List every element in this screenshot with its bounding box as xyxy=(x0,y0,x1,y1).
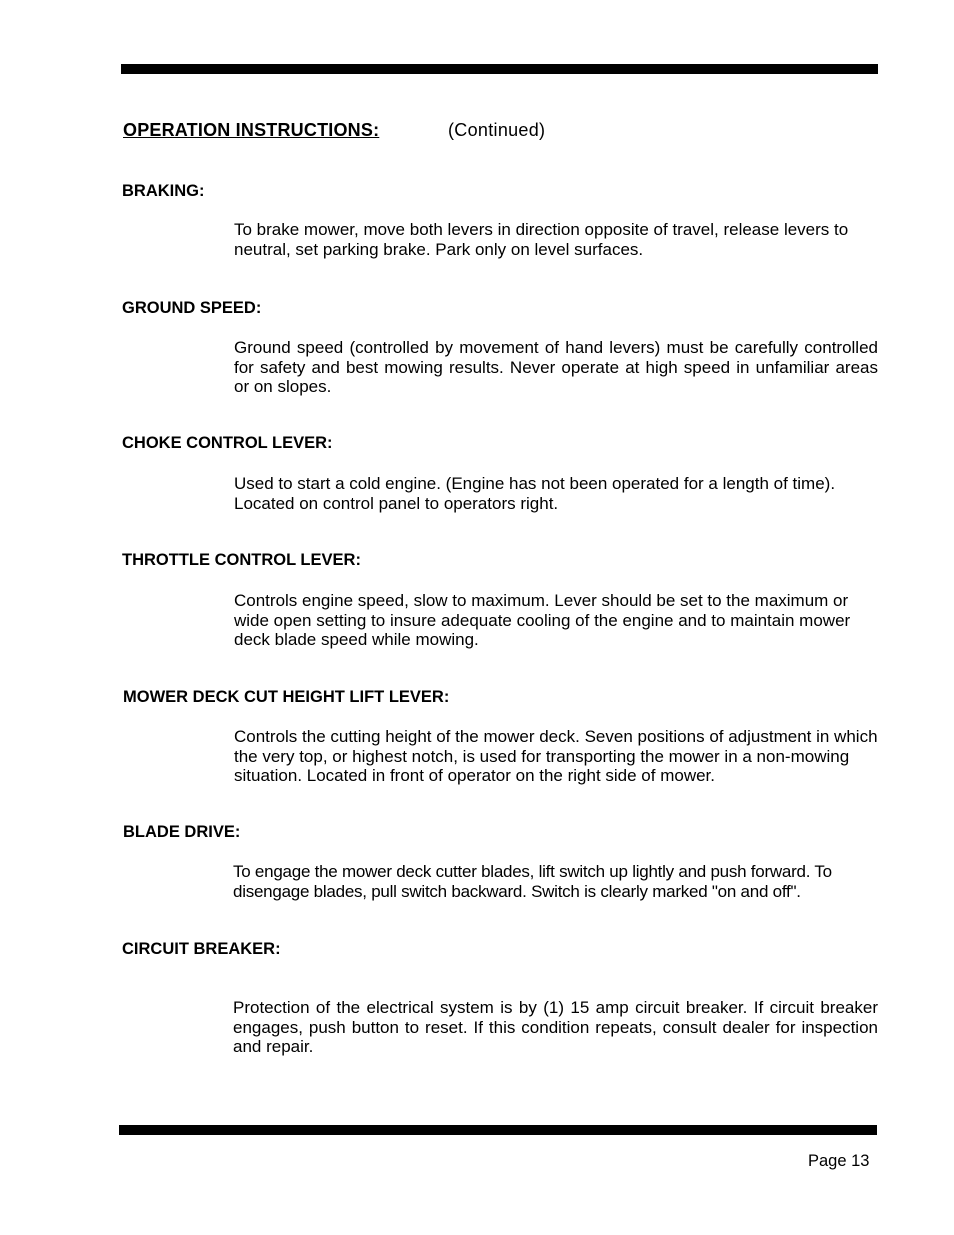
section-heading-ground-speed: GROUND SPEED: xyxy=(122,299,262,317)
section-heading-throttle: THROTTLE CONTROL LEVER: xyxy=(122,551,361,569)
section-text-choke: Used to start a cold engine. (Engine has not been operated for a length of time). Located on control panel to operators right. xyxy=(234,474,836,513)
section-heading-circuit-breaker: CIRCUIT BREAKER: xyxy=(122,940,281,958)
section-text-braking: To brake mower, move both levers in direction opposite of travel, release levers to neutral, set parking brake. Park only on level surfaces. xyxy=(234,220,849,259)
page-title: OPERATION INSTRUCTIONS: xyxy=(123,120,380,140)
section-heading-deck-lift: MOWER DECK CUT HEIGHT LIFT LEVER: xyxy=(123,688,450,706)
top-rule xyxy=(121,64,878,74)
section-heading-blade-drive: BLADE DRIVE: xyxy=(123,823,241,841)
section-text-deck-lift: Controls the cutting height of the mower deck. Seven positions of adjustment in which the very top, or highest notch, is used for transporting the mower in a non-mowing situation. Located in front of operator on the right side of mower. xyxy=(234,727,878,785)
section-text-blade-drive: To engage the mower deck cutter blades, lift switch up lightly and push forward. To disengage blades, pull switch backward. Switch is clearly marked "on and off". xyxy=(233,862,832,901)
section-text-circuit-breaker: Protection of the electrical system is by (1) 15 amp circuit breaker. If circuit breaker engages, push button to reset. If this condition repeats, consult dealer for inspection and repair. xyxy=(233,998,878,1056)
section-heading-braking: BRAKING: xyxy=(122,182,205,200)
bottom-rule xyxy=(119,1125,877,1135)
page-subtitle: (Continued) xyxy=(448,120,546,140)
page-number: Page 13 xyxy=(808,1152,870,1170)
section-text-ground-speed: Ground speed (controlled by movement of hand levers) must be carefully controlled for safety and best mowing results. Never operate at high speed in unfamiliar areas or on slopes. xyxy=(234,338,878,396)
section-text-throttle: Controls engine speed, slow to maximum. Lever should be set to the maximum or wide open setting to insure adequate cooling of the engine and to maintain mower deck blade speed while mowing. xyxy=(234,591,851,649)
section-heading-choke: CHOKE CONTROL LEVER: xyxy=(122,434,333,452)
